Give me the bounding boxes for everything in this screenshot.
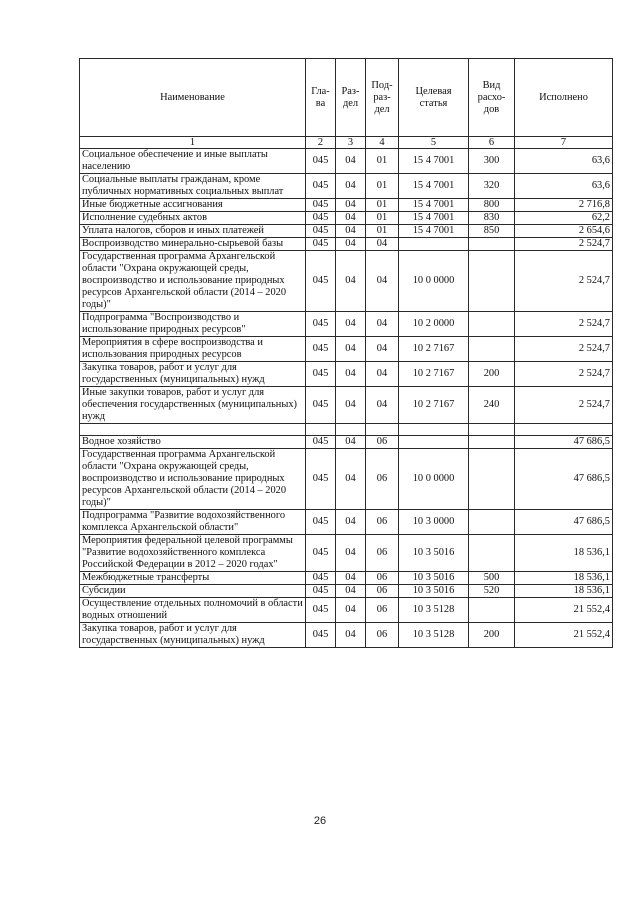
row-executed: 2 716,8 bbox=[515, 199, 613, 212]
row-section: 04 bbox=[336, 225, 366, 238]
table-row bbox=[80, 535, 613, 572]
header-section: Раз-дел bbox=[336, 59, 366, 137]
column-number: 7 bbox=[515, 137, 613, 149]
row-expense-type bbox=[469, 449, 515, 510]
table-row bbox=[80, 510, 613, 535]
row-expense-type: 520 bbox=[469, 585, 515, 598]
row-executed: 63,6 bbox=[515, 174, 613, 199]
table-row bbox=[80, 623, 613, 648]
row-executed: 21 552,4 bbox=[515, 598, 613, 623]
row-target-article: 10 2 0000 bbox=[399, 312, 469, 337]
budget-execution-table bbox=[79, 58, 613, 648]
row-target-article: 15 4 7001 bbox=[399, 212, 469, 225]
column-number: 6 bbox=[469, 137, 515, 149]
row-expense-type: 200 bbox=[469, 623, 515, 648]
header-target-article: Целевая статья bbox=[399, 59, 469, 137]
row-name: Уплата налогов, сборов и иных платежей bbox=[80, 225, 306, 238]
row-section: 04 bbox=[336, 149, 366, 174]
row-name: Подпрограмма "Воспроизводство и использование природных ресурсов" bbox=[80, 312, 306, 337]
column-number: 4 bbox=[366, 137, 399, 149]
table-row bbox=[80, 387, 613, 424]
row-subsection: 04 bbox=[366, 362, 399, 387]
row-executed: 18 536,1 bbox=[515, 535, 613, 572]
row-subsection: 04 bbox=[366, 312, 399, 337]
row-section: 04 bbox=[336, 436, 366, 449]
table-row bbox=[80, 149, 613, 174]
row-name: Мероприятия федеральной целевой программы "Развитие водохозяйственного комплекса Российской Федерации в 2012 – 2020 годах" bbox=[80, 535, 306, 572]
row-chapter: 045 bbox=[306, 623, 336, 648]
row-name: Межбюджетные трансферты bbox=[80, 572, 306, 585]
row-section: 04 bbox=[336, 212, 366, 225]
table-row bbox=[80, 572, 613, 585]
row-target-article: 10 2 7167 bbox=[399, 362, 469, 387]
row-subsection: 01 bbox=[366, 212, 399, 225]
header-subsection: Под-раз-дел bbox=[366, 59, 399, 137]
table-row bbox=[80, 585, 613, 598]
row-expense-type bbox=[469, 238, 515, 251]
table-header-row bbox=[80, 59, 613, 137]
row-chapter: 045 bbox=[306, 436, 336, 449]
table-row bbox=[80, 337, 613, 362]
row-section: 04 bbox=[336, 312, 366, 337]
row-section: 04 bbox=[336, 387, 366, 424]
row-executed: 18 536,1 bbox=[515, 585, 613, 598]
row-chapter: 045 bbox=[306, 585, 336, 598]
row-chapter: 045 bbox=[306, 212, 336, 225]
header-expense-type: Вид расхо-дов bbox=[469, 59, 515, 137]
row-expense-type bbox=[469, 510, 515, 535]
row-chapter: 045 bbox=[306, 387, 336, 424]
row-executed bbox=[515, 424, 613, 436]
row-expense-type bbox=[469, 312, 515, 337]
row-chapter: 045 bbox=[306, 337, 336, 362]
row-target-article bbox=[399, 424, 469, 436]
row-name: Воспроизводство минерально-сырьевой базы bbox=[80, 238, 306, 251]
table-row bbox=[80, 312, 613, 337]
row-expense-type bbox=[469, 436, 515, 449]
row-target-article: 15 4 7001 bbox=[399, 149, 469, 174]
row-name: Иные закупки товаров, работ и услуг для обеспечения государственных (муниципальных) нужд bbox=[80, 387, 306, 424]
row-name bbox=[80, 424, 306, 436]
row-chapter: 045 bbox=[306, 535, 336, 572]
row-executed: 2 524,7 bbox=[515, 362, 613, 387]
row-chapter: 045 bbox=[306, 510, 336, 535]
row-executed: 2 524,7 bbox=[515, 387, 613, 424]
row-chapter: 045 bbox=[306, 598, 336, 623]
row-expense-type: 320 bbox=[469, 174, 515, 199]
row-subsection bbox=[366, 424, 399, 436]
row-target-article: 10 3 5128 bbox=[399, 623, 469, 648]
table-row bbox=[80, 174, 613, 199]
row-expense-type: 800 bbox=[469, 199, 515, 212]
row-subsection: 04 bbox=[366, 238, 399, 251]
table-row bbox=[80, 225, 613, 238]
row-section: 04 bbox=[336, 337, 366, 362]
row-subsection: 04 bbox=[366, 337, 399, 362]
row-section: 04 bbox=[336, 598, 366, 623]
row-expense-type: 500 bbox=[469, 572, 515, 585]
row-executed: 21 552,4 bbox=[515, 623, 613, 648]
row-executed: 63,6 bbox=[515, 149, 613, 174]
row-target-article bbox=[399, 238, 469, 251]
row-name: Осуществление отдельных полномочий в области водных отношений bbox=[80, 598, 306, 623]
row-subsection: 06 bbox=[366, 510, 399, 535]
column-number: 5 bbox=[399, 137, 469, 149]
row-chapter: 045 bbox=[306, 225, 336, 238]
row-target-article: 15 4 7001 bbox=[399, 225, 469, 238]
row-expense-type: 240 bbox=[469, 387, 515, 424]
row-subsection: 04 bbox=[366, 251, 399, 312]
row-subsection: 06 bbox=[366, 598, 399, 623]
row-name: Иные бюджетные ассигнования bbox=[80, 199, 306, 212]
row-expense-type: 200 bbox=[469, 362, 515, 387]
table-row bbox=[80, 436, 613, 449]
row-name: Социальные выплаты гражданам, кроме публичных нормативных социальных выплат bbox=[80, 174, 306, 199]
row-subsection: 01 bbox=[366, 149, 399, 174]
row-executed: 2 654,6 bbox=[515, 225, 613, 238]
row-subsection: 01 bbox=[366, 174, 399, 199]
page-number: 26 bbox=[313, 815, 327, 827]
row-section: 04 bbox=[336, 572, 366, 585]
row-target-article bbox=[399, 436, 469, 449]
row-executed: 47 686,5 bbox=[515, 510, 613, 535]
row-executed: 2 524,7 bbox=[515, 238, 613, 251]
row-chapter: 045 bbox=[306, 149, 336, 174]
row-executed: 47 686,5 bbox=[515, 436, 613, 449]
row-chapter: 045 bbox=[306, 238, 336, 251]
row-target-article: 10 2 7167 bbox=[399, 337, 469, 362]
row-chapter: 045 bbox=[306, 174, 336, 199]
row-name: Подпрограмма "Развитие водохозяйственного комплекса Архангельской области" bbox=[80, 510, 306, 535]
row-target-article: 10 3 5128 bbox=[399, 598, 469, 623]
row-name: Водное хозяйство bbox=[80, 436, 306, 449]
row-chapter bbox=[306, 424, 336, 436]
row-expense-type bbox=[469, 337, 515, 362]
row-section: 04 bbox=[336, 199, 366, 212]
row-target-article: 10 3 5016 bbox=[399, 572, 469, 585]
row-expense-type bbox=[469, 251, 515, 312]
table-row bbox=[80, 238, 613, 251]
row-subsection: 01 bbox=[366, 199, 399, 212]
row-expense-type: 300 bbox=[469, 149, 515, 174]
row-target-article: 10 3 5016 bbox=[399, 535, 469, 572]
row-target-article: 10 3 0000 bbox=[399, 510, 469, 535]
row-target-article: 10 3 5016 bbox=[399, 585, 469, 598]
row-name: Государственная программа Архангельской области "Охрана окружающей среды, воспроизводство и использование природных ресурсов Архангельской области (2014 – 2020 годы)" bbox=[80, 251, 306, 312]
row-section: 04 bbox=[336, 449, 366, 510]
row-subsection: 06 bbox=[366, 535, 399, 572]
row-chapter: 045 bbox=[306, 199, 336, 212]
header-name: Наименование bbox=[80, 59, 306, 137]
row-chapter: 045 bbox=[306, 449, 336, 510]
row-target-article: 10 0 0000 bbox=[399, 449, 469, 510]
table-row bbox=[80, 362, 613, 387]
row-name: Исполнение судебных актов bbox=[80, 212, 306, 225]
row-name: Субсидии bbox=[80, 585, 306, 598]
header-executed: Исполнено bbox=[515, 59, 613, 137]
row-executed: 62,2 bbox=[515, 212, 613, 225]
table-body bbox=[80, 149, 613, 648]
row-target-article: 15 4 7001 bbox=[399, 199, 469, 212]
row-section: 04 bbox=[336, 251, 366, 312]
row-subsection: 06 bbox=[366, 572, 399, 585]
row-subsection: 06 bbox=[366, 449, 399, 510]
row-section: 04 bbox=[336, 623, 366, 648]
row-subsection: 01 bbox=[366, 225, 399, 238]
row-expense-type bbox=[469, 424, 515, 436]
row-name: Мероприятия в сфере воспроизводства и использования природных ресурсов bbox=[80, 337, 306, 362]
row-name: Государственная программа Архангельской области "Охрана окружающей среды, воспроизводство и использование природных ресурсов Архангельской области (2014 – 2020 годы)" bbox=[80, 449, 306, 510]
row-name: Социальное обеспечение и иные выплаты населению bbox=[80, 149, 306, 174]
row-expense-type bbox=[469, 598, 515, 623]
row-executed: 2 524,7 bbox=[515, 312, 613, 337]
row-expense-type bbox=[469, 535, 515, 572]
row-expense-type: 850 bbox=[469, 225, 515, 238]
row-section: 04 bbox=[336, 535, 366, 572]
row-subsection: 06 bbox=[366, 623, 399, 648]
column-number: 3 bbox=[336, 137, 366, 149]
table-row bbox=[80, 424, 613, 436]
table-row bbox=[80, 212, 613, 225]
row-executed: 2 524,7 bbox=[515, 337, 613, 362]
table-row bbox=[80, 598, 613, 623]
row-expense-type: 830 bbox=[469, 212, 515, 225]
row-section bbox=[336, 424, 366, 436]
row-target-article: 10 0 0000 bbox=[399, 251, 469, 312]
row-target-article: 10 2 7167 bbox=[399, 387, 469, 424]
row-chapter: 045 bbox=[306, 362, 336, 387]
row-section: 04 bbox=[336, 238, 366, 251]
row-section: 04 bbox=[336, 362, 366, 387]
row-executed: 47 686,5 bbox=[515, 449, 613, 510]
row-subsection: 06 bbox=[366, 436, 399, 449]
row-executed: 2 524,7 bbox=[515, 251, 613, 312]
row-section: 04 bbox=[336, 174, 366, 199]
row-executed: 18 536,1 bbox=[515, 572, 613, 585]
row-chapter: 045 bbox=[306, 572, 336, 585]
table-row bbox=[80, 199, 613, 212]
row-name: Закупка товаров, работ и услуг для государственных (муниципальных) нужд bbox=[80, 362, 306, 387]
table-row bbox=[80, 251, 613, 312]
row-section: 04 bbox=[336, 510, 366, 535]
table-row bbox=[80, 449, 613, 510]
header-chapter: Гла-ва bbox=[306, 59, 336, 137]
row-section: 04 bbox=[336, 585, 366, 598]
row-name: Закупка товаров, работ и услуг для государственных (муниципальных) нужд bbox=[80, 623, 306, 648]
row-chapter: 045 bbox=[306, 251, 336, 312]
row-subsection: 04 bbox=[366, 387, 399, 424]
column-number: 1 bbox=[80, 137, 306, 149]
row-subsection: 06 bbox=[366, 585, 399, 598]
row-chapter: 045 bbox=[306, 312, 336, 337]
column-number: 2 bbox=[306, 137, 336, 149]
row-target-article: 15 4 7001 bbox=[399, 174, 469, 199]
column-number-row bbox=[80, 137, 613, 149]
